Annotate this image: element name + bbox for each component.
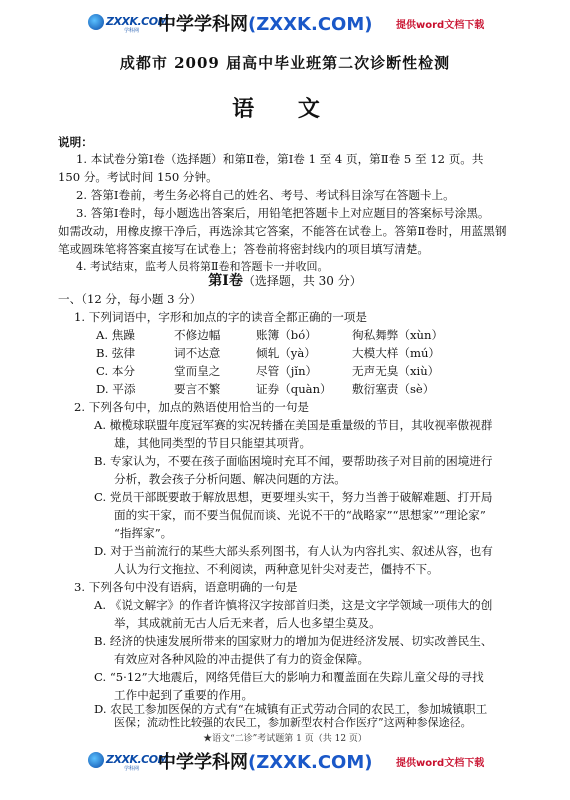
logo-globe-icon: [88, 14, 104, 30]
option-cell: C. 本分: [96, 364, 136, 378]
option-cell: 账簿（bó）: [256, 328, 317, 342]
question-3-line: D. 农民工参加医保的方式有“在城镇有正式劳动合同的农民工，参加城镇职工: [94, 702, 488, 716]
question-2-line: A. 橄榄球联盟年度冠军赛的实况转播在美国是重量级的节目，其收视率傲视群: [94, 418, 493, 432]
instruction-line: 4. 考试结束，监考人员将第Ⅱ卷和答题卡一并收回。: [76, 260, 329, 273]
exam-subject: 语 文: [232, 96, 338, 122]
option-cell: 大模大样（mú）: [352, 346, 441, 360]
question-2-line: B. 专家认为，不要在孩子面临困境时充耳不闻，要帮助孩子对目前的困境进行: [94, 454, 493, 468]
option-cell: 徇私舞弊（xùn）: [352, 328, 444, 342]
question-3-line: B. 经济的快速发展所带来的国家财力的增加为促进经济发展、切实改善民生、: [94, 634, 493, 648]
question-2-line: C. 党员干部既要敢于解放思想，更要埋头实干，努力当善于破解难题、打开局: [94, 490, 493, 504]
question-3-line: C. “5·12”大地震后，网络凭借巨大的影响力和覆盖面在失踪儿童父母的寻找: [94, 670, 484, 684]
question-3-line: 有效应对各种风险的冲击提供了有力的资金保障。: [114, 652, 370, 666]
question-3-line: 工作中起到了重要的作用。: [114, 688, 254, 702]
exam-title: 成都市 2009 届高中毕业班第二次诊断性检测: [119, 54, 451, 72]
section-heading: [0, 270, 570, 290]
option-cell: 尽管（jǐn）: [256, 364, 318, 378]
question-2-line: 雄，其他同类型的节目只能望其项背。: [114, 436, 312, 450]
site-url: (ZXXK.COM): [248, 14, 373, 35]
site-title[interactable]: [158, 748, 372, 774]
option-cell: A. 焦躁: [96, 328, 135, 342]
logo-globe-icon: [88, 752, 104, 768]
instruction-line: 1. 本试卷分第Ⅰ卷（选择题）和第Ⅱ卷，第Ⅰ卷 1 至 4 页，第Ⅱ卷 5 至 12 页。共: [76, 152, 484, 166]
top-banner: [0, 4, 570, 40]
option-cell: 不修边幅: [174, 328, 221, 342]
question-2-line: 面的实干家，而不要当侃侃而谈、光说不干的“战略家”“思想家”“理论家”: [114, 508, 486, 522]
site-name: 中学学科网: [158, 14, 248, 35]
instruction-line: 3. 答第Ⅰ卷时，每小题选出答案后，用铅笔把答题卡上对应题目的答案标号涂黑。: [76, 206, 490, 220]
option-cell: D. 平添: [96, 382, 136, 396]
instruction-line: 笔或圆珠笔将答案直接写在试卷上；答卷前将密封线内的项目填写清楚。: [58, 242, 430, 256]
question-3-line: 举，其成就前无古人后无来者，后人也多望尘莫及。: [114, 616, 381, 630]
instruction-line: 2. 答第Ⅰ卷前，考生务必将自己的姓名、考号、考试科目涂写在答题卡上。: [76, 188, 455, 202]
option-cell: 无声无臭（xiù）: [352, 364, 440, 378]
site-url: (ZXXK.COM): [248, 752, 373, 773]
question-3-line: 医保；流动性比较强的农民工，参加新型农村合作医疗”这两种参保途径。: [114, 716, 472, 729]
download-note[interactable]: 提供word文档下载: [396, 758, 485, 769]
option-cell: 证券（quàn）: [256, 382, 332, 396]
question-3-line: A. 《说文解字》的作者许慎将汉字按部首归类，这是文字学领域一项伟大的创: [94, 598, 493, 612]
section-name: 第Ⅰ卷: [208, 273, 243, 289]
option-cell: 堂而皇之: [174, 364, 221, 378]
question-2-line: “指挥家”。: [114, 526, 173, 540]
question-2-line: 人认为行文拖拉、不利阅读，两种意见针尖对麦芒，僵持不下。: [114, 562, 439, 576]
instruction-line: 150 分。考试时间 150 分钟。: [58, 170, 218, 184]
site-name: 中学学科网: [158, 752, 248, 773]
option-cell: 敷衍塞责（sè）: [352, 382, 435, 396]
logo-text: ZXXK.COM: [106, 753, 169, 766]
option-cell: B. 弦律: [96, 346, 136, 360]
section-note: （选择题，共 30 分）: [242, 274, 362, 288]
download-note[interactable]: 提供word文档下载: [396, 20, 485, 31]
bottom-banner: [0, 742, 570, 778]
part-heading: 一、（12 分，每小题 3 分）: [58, 292, 202, 306]
question-2-line: D. 对于当前流行的某些大部头系列图书，有人认为内容扎实、叙述从容，也有: [94, 544, 493, 558]
page-footer: ★语文“二诊”考试题第 1 页（共 12 页）: [203, 734, 367, 744]
site-logo[interactable]: [88, 12, 169, 34]
logo-subtext: 学科网: [124, 28, 140, 34]
instruction-line: 如需改动，用橡皮擦干净后，再选涂其它答案，不能答在试卷上。答第Ⅱ卷时，用蓝黑钢: [58, 224, 507, 238]
question-2-stem: 2. 下列各句中，加点的熟语使用恰当的一句是: [74, 400, 310, 414]
instructions-heading: 说明：: [58, 135, 93, 149]
question-3-stem: 3. 下列各句中没有语病，语意明确的一句是: [74, 580, 298, 594]
option-cell: 倾轧（yà）: [256, 346, 316, 360]
option-cell: 词不达意: [174, 346, 221, 360]
question-2-line: 分析，教会孩子分析问题、解决问题的方法。: [114, 472, 346, 486]
site-title[interactable]: [158, 10, 372, 36]
option-cell: 要言不繁: [174, 382, 221, 396]
site-logo[interactable]: [88, 750, 169, 772]
logo-text: ZXXK.COM: [106, 15, 169, 28]
logo-subtext: 学科网: [124, 766, 140, 772]
question-1-stem: 1. 下列词语中，字形和加点的字的读音全都正确的一项是: [74, 310, 367, 324]
